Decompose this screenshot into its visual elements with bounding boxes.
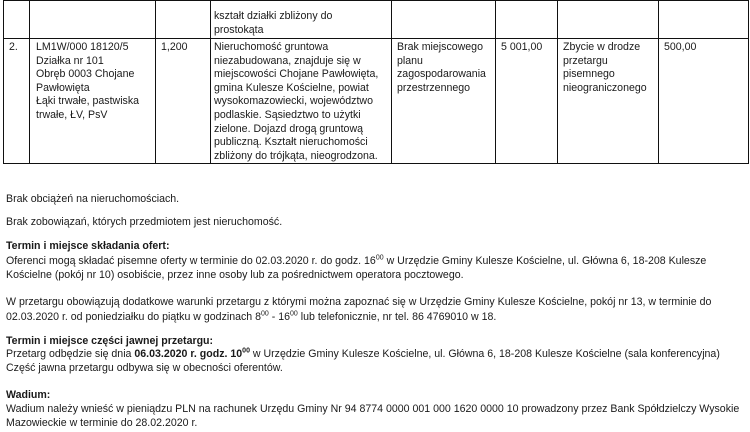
table-divider xyxy=(155,0,156,164)
property-table xyxy=(0,0,750,164)
prev-row-description: kształt działki zbliżony do prostokąta xyxy=(214,10,333,36)
offers-text-line1: Oferenci mogą składać pisemne oferty w terminie do 02.03.2020 r. do godz. $16^{00}$ w Urzędzie Gminy Kulesze Kościelne, ul. Główna 6, 18-208 Kulesze xyxy=(6,254,707,267)
row-method: Zbycie w drodze przetargu pisemnego nieograniczonego xyxy=(563,41,647,94)
offers-heading: Termin i miejsce składania ofert: xyxy=(6,240,170,252)
table-divider xyxy=(557,0,558,164)
no-obligations-text: Brak zobowiązań, których przedmiotem jest nieruchomość. xyxy=(6,216,283,228)
row-lp: 2. xyxy=(9,41,18,53)
row-area: 1,200 xyxy=(161,41,188,53)
table-divider xyxy=(391,0,392,164)
table-divider xyxy=(495,0,496,164)
row-designation: LM1W/000 18120/5 Działka nr 101 Obręb 0003 Chojane Pawłowięta Łąki trwałe, pastwiska trwałe, ŁV, PsV xyxy=(36,41,140,121)
wadium-line1: Wadium należy wnieść w pieniądzu PLN na rachunek Urzędu Gminy Nr 94 8774 0000 001 000 1620 0000 10 prowadzony przez Bank Spółdzielczy Wysokie xyxy=(6,403,740,415)
row-deposit: 500,00 xyxy=(664,41,697,53)
public-part-line1: Przetarg odbędzie się dnia 06.03.2020 r. godz. $10^{00}$ w Urzędzie Gminy Kulesze Kościelne, ul. Główna 6, 18-208 Kulesze Kościelne (sala konferencyjna) xyxy=(6,347,720,360)
offers-text-line2: Kościelne (pokój nr 10) osobiście, przez inne osoby lub za pośrednictwem operatora pocztowego. xyxy=(6,269,464,281)
table-divider xyxy=(658,0,659,164)
table-border-top xyxy=(3,0,748,1)
table-divider xyxy=(210,0,211,164)
table-row-divider xyxy=(3,38,748,39)
extra-conditions-line2: 02.03.2020 r. od poniedziałku do piątku w godzinach $8^{00} - 16^{00}$ lub telefonicznie, nr tel. 86 4769010 w 18. xyxy=(6,310,497,323)
row-zoning: Brak miejscowego planu zagospodarowania przestrzennego xyxy=(397,41,486,94)
no-encumbrances-text: Brak obciążeń na nieruchomościach. xyxy=(6,193,180,205)
table-divider xyxy=(29,0,30,164)
wadium-heading: Wadium: xyxy=(6,389,51,401)
public-part-heading: Termin i miejsce części jawnej przetargu: xyxy=(6,335,214,347)
table-border-left xyxy=(3,0,4,164)
wadium-line2: Mazowieckie w terminie do 28.02.2020 r. xyxy=(6,417,198,429)
extra-conditions-line1: W przetargu obowiązują dodatkowe warunki przetargu z którymi można zapoznać się w Urzędzie Gminy Kulesze Kościelne, pokój nr 13, w terminie do xyxy=(6,296,712,308)
table-border-right xyxy=(748,0,749,164)
public-part-line2: Część jawna przetargu odbywa się w obecności oferentów. xyxy=(6,362,283,374)
row-description: Nieruchomość gruntowa niezabudowana, znajduje się w miejscowości Chojane Pawłowięta, gmina Kulesze Kościelne, powiat wysokomazowiecki, województwo podlaskie. Sąsiedztwo to użytki zielone. Dojazd drogą gruntową publiczną. Kształt nieruchomości zbliżony do trójkąta, nieogrodzona. xyxy=(214,41,379,162)
row-price: 5 001,00 xyxy=(501,41,543,53)
